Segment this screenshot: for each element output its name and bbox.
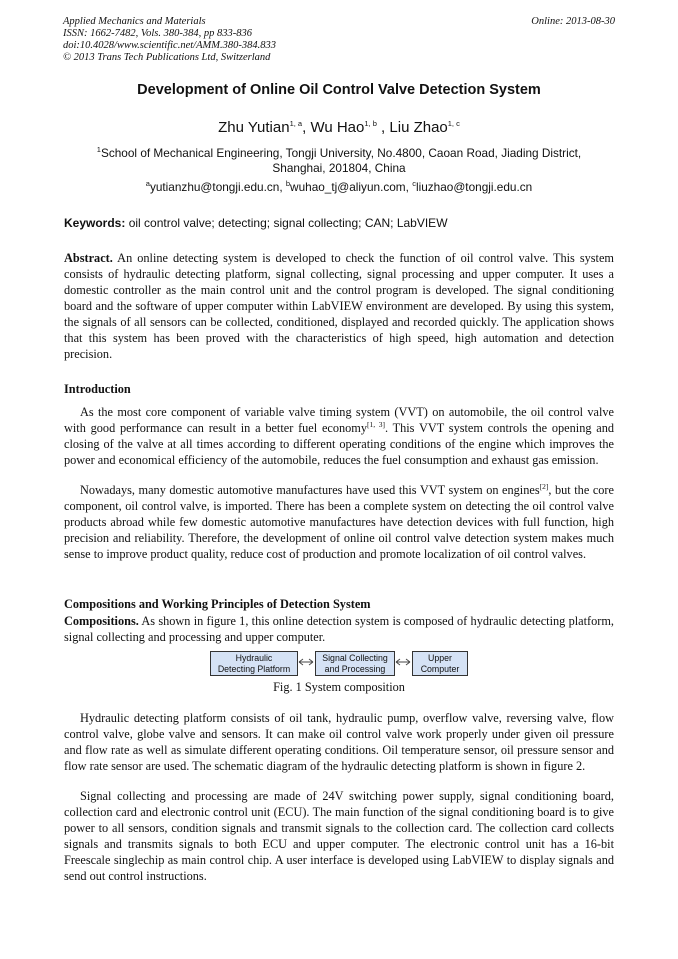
hydraulic-paragraph: Hydraulic detecting platform consists of oil tank, hydraulic pump, overflow valve, reversing valve, flow control valve, globe valve and sensors. It can make oil control valve work properly under given oil pressure and flow rate as well as simulate different operating conditions. Oil temperature sensor, oil pressure sensor and flow rate sensor are used. The schematic diagram of the hydraulic detecting platform is shown in figure 2. [64,711,614,773]
double-arrow-icon [298,658,314,666]
author-name: Liu Zhao [389,119,448,136]
author-affil-mark: 1, c [447,119,460,128]
abstract [64,250,614,362]
email-list: $^a$yutianzhu@tongji.edu.cn, $^b$wuhao_tj@aliyun.com, $^c$liuzhao@tongji.edu.cn [145,179,533,194]
intro-paragraph-2 [64,482,614,562]
author-affil-mark: 1, b [364,119,377,128]
email-link[interactable]: yutianzhu@tongji.edu.cn [149,180,280,194]
signal-processing-paragraph: Signal collecting and processing are made of 24V switching power supply, signal conditioning board, collection card and electronic control unit (ECU). The main function of the signal conditioning board is to give power to all sensors, condition signals and transmit signals to the collection card. The collection card collects signals and transmits signals to both ECU and upper computer. The electronic control unit has a 16-bit Freescale singlechip as main control chip. A user interface is developed using LabVIEW to display signals and send out control instructions. [64,789,614,883]
paragraph-text: , but the core component, oil control valve, is imported. There has been a complete system on detecting the oil control valve products abroad while few domestic automotive manufactures have detection devices with full function, high precision and reliability. Therefore, the development of online oil control valve detection system makes much sense to improve product quality, reduce cost of production and promote localization of oil control valves. [64,483,614,561]
diagram-box-upper-computer [412,651,468,676]
keywords [64,216,614,230]
subsection-label: Compositions. [64,614,139,628]
box-label: Signal Collecting [322,653,388,663]
email-mark: c [412,179,416,189]
online-date: Online: 2013-08-30 [531,16,615,27]
copyright-line: © 2013 Trans Tech Publications Ltd, Switzerland [63,52,271,63]
author-affil-mark: 1, a [289,119,303,128]
abstract-text: An online detecting system is developed to check the function of oil control valve. This system consists of hydraulic detecting platform, signal collecting, signal processing and upper computer. It uses a domestic controller as the main control unit and the control program is developed. The signal conditioning board and the software of upper computer within LabVIEW environment are developed. By using this system, the signals of all sensors can be collected, conditioned, displayed and recorded quickly. The application shows that this system has been proved with the characteristics of high speed, high automation and detection precision. [64,251,614,361]
author-name: Zhu Yutian [218,119,290,136]
doi-line: doi:10.4028/www.scientific.net/AMM.380-384.833 [63,40,276,51]
citation-ref[interactable]: [2] [539,481,549,491]
email-link[interactable]: liuzhao@tongji.edu.cn [415,180,533,194]
compositions-paragraph [64,613,614,645]
keywords-text: oil control valve; detecting; signal collecting; CAN; LabVIEW [125,216,448,230]
box-label: and Processing [324,663,386,674]
system-composition-diagram [210,651,468,677]
abstract-label: Abstract. [64,251,113,265]
diagram-box-hydraulic [210,651,298,676]
diagram-box-signal [315,651,395,676]
intro-paragraph-1 [64,404,614,468]
affiliation [60,146,618,176]
paragraph-text: As shown in figure 1, this online detection system is composed of hydraulic detecting platform, signal collecting and processing and upper computer. [64,614,614,644]
paragraph-text: Nowadays, many domestic automotive manufactures have used this VVT system on engines [80,483,540,497]
paragraph-text: As the most core component of variable valve timing system (VVT) on automobile, the oil control valve with good performance can result in a better fuel economy [64,405,614,435]
affiliation-line: Shanghai, 201804, China [272,161,406,175]
box-label: Detecting Platform [217,663,291,674]
email-mark: a [145,179,150,189]
keywords-label: Keywords: [64,216,126,230]
paper-title: Development of Online Oil Control Valve Detection System [137,82,541,98]
paragraph-text: . This VVT system controls the opening and closing of the valve at all times according to different operating conditions of the engine which improves the power and economical efficiency of the automobile, reduces the fuel consumption and exhaust gas emission. [64,421,615,467]
email-link[interactable]: wuhao_tj@aliyun.com [290,180,406,194]
double-arrow-icon [395,658,411,666]
affiliation-line: School of Mechanical Engineering, Tongji University, No.4800, Caoan Road, Jiading District, [100,146,582,160]
affiliation-mark: 1 [96,145,101,155]
section-heading-compositions: Compositions and Working Principles of Detection System [64,597,371,611]
issn-line: ISSN: 1662-7482, Vols. 380-384, pp 833-836 [63,28,252,39]
author-name: Wu Hao [310,119,365,136]
author-list: Zhu Yutian$^{1, a}$, Wu Hao$^{1, b}$ , Liu Zhao$^{1, c}$ [218,119,460,136]
citation-ref[interactable]: [1, 3] [367,419,385,429]
box-label: Hydraulic [235,653,273,663]
email-mark: b [285,179,291,189]
journal-name: Applied Mechanics and Materials [63,16,206,27]
figure-caption: Fig. 1 System composition [273,680,405,694]
section-heading-introduction: Introduction [64,382,131,396]
box-label: Computer [420,663,460,674]
box-label: Upper [428,653,452,663]
journal-header [63,16,276,64]
